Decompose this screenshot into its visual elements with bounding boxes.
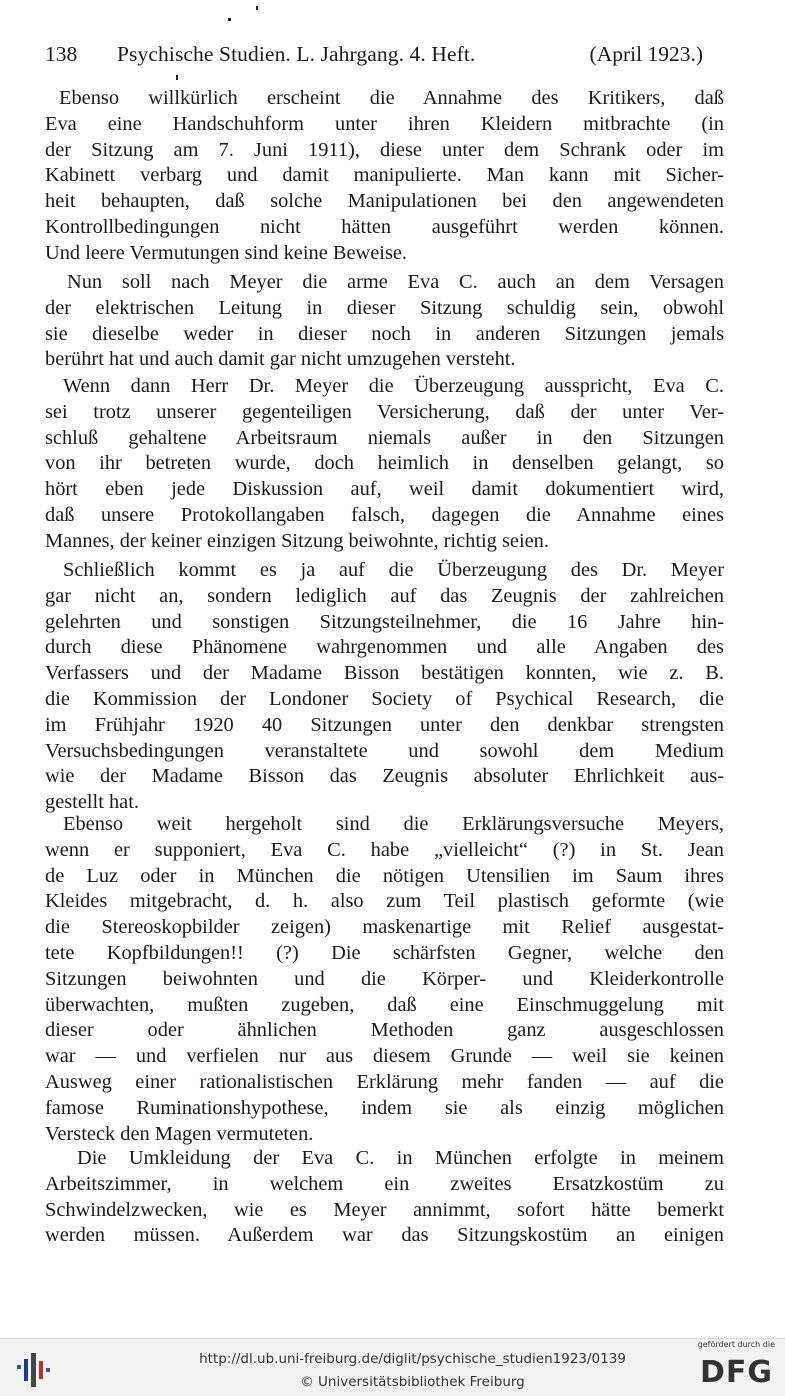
text-line: Und leere Vermutungen sind keine Beweise.: [45, 241, 408, 264]
text-line: Kleides mitgebracht, d. h. also zum Teil plastisch geformte (wie: [45, 890, 724, 913]
text-line: überwachten, mußten zugeben, daß eine Einschmuggelung mit: [45, 993, 724, 1016]
text-line: Arbeitszimmer, in welchem ein zweites Ersatzkostüm zu: [45, 1172, 724, 1195]
text-line: Wenn dann Herr Dr. Meyer die Überzeugung ausspricht, Eva C.: [63, 375, 724, 397]
text-line: Nun soll nach Meyer die arme Eva C. auch an dem Versagen: [67, 271, 724, 293]
text-line: von ihr betreten wurde, doch heimlich in denselben gelangt, so: [45, 452, 724, 475]
footer-band: [0, 1338, 785, 1396]
text-line: famose Ruminationshypothese, indem sie als einzig möglichen: [45, 1096, 724, 1119]
scan-speck: [228, 18, 231, 21]
paragraph: [45, 270, 724, 373]
text-line: wenn er supponiert, Eva C. habe „vielleicht“ (?) in St. Jean: [45, 838, 724, 861]
page-header: [45, 40, 745, 72]
scan-speck: [256, 6, 258, 10]
text-line: gar nicht an, sondern lediglich auf das Zeugnis der zahlreichen: [45, 584, 724, 607]
text-line: berührt hat und auch damit gar nicht umzugehen versteht.: [45, 348, 516, 371]
text-line: Kontrollbedingungen nicht hätten ausgeführt werden können.: [45, 215, 724, 238]
scan-speck: [176, 75, 178, 80]
text-line: Verfassers und der Madame Bisson bestätigen konnten, wie z. B.: [45, 662, 724, 685]
running-title: Psychische Studien. L. Jahrgang. 4. Heft.: [117, 42, 476, 66]
source-url[interactable]: http://dl.ub.uni-freiburg.de/diglit/psychische_studien1923/0139: [199, 1351, 626, 1367]
text-line: der elektrischen Leitung in dieser Sitzung schuldig sein, obwohl: [45, 296, 724, 319]
text-line: durch diese Phänomene wahrgenommen und alle Angaben des: [45, 636, 724, 659]
text-line: werden müssen. Außerdem war das Sitzungskostüm an einigen: [45, 1224, 724, 1247]
text-line: heit behaupten, daß solche Manipulationen bei den angewendeten: [45, 190, 724, 213]
text-line: wie der Madame Bisson das Zeugnis absoluter Ehrlichkeit aus-: [45, 765, 724, 788]
paragraph: [45, 558, 724, 816]
text-line: gestellt hat.: [45, 791, 139, 814]
text-line: Eva eine Handschuhform unter ihren Kleidern mitbrachte (in: [45, 112, 724, 135]
copyright-notice: © Universitätsbibliothek Freiburg: [300, 1374, 525, 1390]
text-line: Schwindelzwecken, wie es Meyer annimmt, sofort hätte bemerkt: [45, 1198, 724, 1221]
text-line: die Stereoskopbilder zeigen) maskenartige mit Relief ausgestat-: [45, 916, 724, 939]
paragraph: [45, 1146, 724, 1249]
text-line: dieser oder ähnlichen Methoden ganz ausgeschlossen: [45, 1019, 724, 1042]
dfg-funding-note: gefördert durch die: [697, 1340, 775, 1349]
text-line: der Sitzung am 7. Juni 1911), diese unter dem Schrank oder im: [45, 138, 724, 161]
text-line: Ebenso weit hergeholt sind die Erklärungsversuche Meyers,: [63, 813, 724, 835]
dfg-logo-icon: DFG: [699, 1355, 773, 1390]
text-line: sei trotz unserer gegenteiligen Versicherung, daß der unter Ver-: [45, 400, 724, 423]
text-line: hört eben jede Diskussion auf, weil damit dokumentiert wird,: [45, 478, 724, 501]
issue-date: (April 1923.): [589, 42, 703, 66]
text-line: Versuchsbedingungen veranstaltete und sowohl dem Medium: [45, 739, 724, 762]
text-line: tete Kopfbildungen!! (?) Die schärfsten Gegner, welche den: [45, 941, 724, 964]
text-line: im Frühjahr 1920 40 Sitzungen unter den denkbar strengsten: [45, 713, 724, 736]
text-line: gelehrten und sonstigen Sitzungsteilnehmer, die 16 Jahre hin-: [45, 610, 724, 633]
text-line: Mannes, der keiner einzigen Sitzung beiwohnte, richtig seien.: [45, 529, 549, 552]
text-line: Die Umkleidung der Eva C. in München erfolgte in meinem: [77, 1147, 724, 1169]
paragraph: [45, 86, 724, 267]
text-line: de Luz oder in München die nötigen Utensilien im Saum ihres: [45, 864, 724, 887]
text-line: Ebenso willkürlich erscheint die Annahme des Kritikers, daß: [59, 87, 724, 109]
text-line: Ausweg einer rationalistischen Erklärung mehr fanden — auf die: [45, 1070, 724, 1093]
text-line: Kabinett verbarg und damit manipulierte. Man kann mit Sicher-: [45, 164, 724, 187]
text-line: schluß gehaltene Arbeitsraum niemals außer in den Sitzungen: [45, 426, 724, 449]
text-line: die Kommission der Londoner Society of Psychical Research, die: [45, 687, 724, 710]
page-number: 138: [45, 42, 78, 66]
text-line: war — und verfielen nur aus diesem Grunde — weil sie keinen: [45, 1045, 724, 1068]
paragraph: [45, 374, 724, 555]
text-line: daß unsere Protokollangaben falsch, dagegen die Annahme eines: [45, 503, 724, 526]
text-line: Schließlich kommt es ja auf die Überzeugung des Dr. Meyer: [63, 559, 724, 581]
paragraph: [45, 812, 724, 1147]
text-line: sie dieselbe weder in dieser noch in anderen Sitzungen jemals: [45, 322, 724, 345]
text-line: Versteck den Magen vermuteten.: [45, 1122, 314, 1145]
text-line: Sitzungen beiwohnten und die Körper- und Kleiderkontrolle: [45, 967, 724, 990]
